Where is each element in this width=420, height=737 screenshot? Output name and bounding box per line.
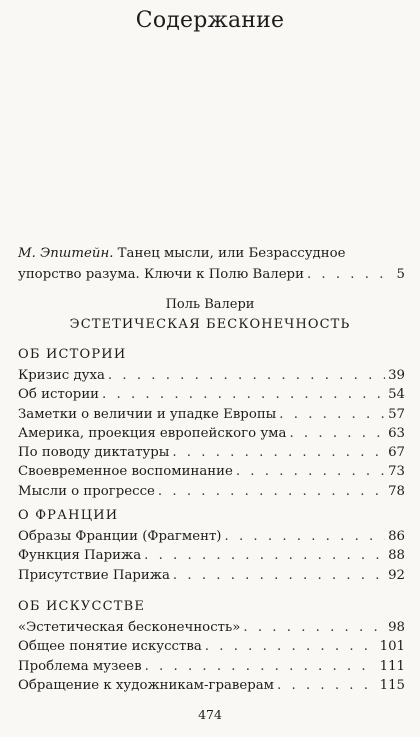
toc-entry [18,462,405,481]
entry-title: Общее понятие искусства [18,639,202,655]
intro-page-number: 5 [396,267,405,282]
entry-title: Образы Франции (Фрагмент) [18,529,222,544]
toc-entry [18,527,405,546]
entry-page: 78 [388,483,405,499]
entry-page: 39 [388,368,405,383]
section-heading: О ФРАНЦИИ [18,508,119,523]
intro-entry [18,243,405,285]
entry-title: Присутствие Парижа [18,567,170,583]
entry-page: 63 [388,425,405,441]
toc-entry [18,546,405,565]
entry-page: 88 [388,548,405,564]
page-number: 474 [198,707,222,722]
toc-entry [18,566,405,585]
intro-line-2 [18,264,405,285]
section-france [18,505,405,585]
toc-entry [18,637,405,656]
section-history [18,344,405,501]
entry-title: Заметки о величии и упадке Европы [18,406,277,422]
entry-page: 101 [379,639,405,655]
entry-title: «Эстетическая бесконечность» [18,620,241,635]
dot-leader [145,657,377,676]
block-title: ЭСТЕТИЧЕСКАЯ БЕСКОНЕЧНОСТЬ [69,317,351,332]
intro-line-1 [18,243,405,264]
toc-entry [18,618,405,637]
entry-title: Обращение к художникам-граверам [18,677,275,693]
dot-leader [225,527,386,546]
entry-title: По поводу диктатуры [18,445,170,461]
toc-entry [18,424,405,443]
section-heading: ОБ ИСКУССТВЕ [18,599,146,614]
intro-title-part-2: упорство разума. Ключи к Полю Валери [18,267,304,282]
toc-entry [18,482,405,501]
entry-page: 54 [388,387,405,403]
toc-entry [18,676,405,695]
dot-leader [236,462,385,481]
entry-title: Мысли о прогрессе [18,483,155,499]
dot-leader [108,366,385,385]
entry-title: Проблема музеев [18,658,142,674]
toc-entry [18,405,405,424]
entry-title: Кризис духа [18,368,105,383]
intro-title-part-1: Танец мысли, или Безрассудное [113,246,346,261]
dot-leader [205,637,377,656]
entry-page: 67 [388,445,405,461]
toc-entry [18,366,405,385]
dot-leader [289,424,385,443]
toc-entry [18,385,405,404]
dot-leader [144,546,385,565]
entry-page: 57 [388,406,405,422]
entry-page: 73 [388,464,405,480]
dot-leader [172,443,385,462]
entry-page: 86 [388,529,405,544]
entry-title: Своевременное воспоминание [18,464,233,480]
dot-leader [279,405,385,424]
dot-leader [102,385,385,404]
section-heading: ОБ ИСТОРИИ [18,347,127,362]
page-title: Содержание [135,8,285,33]
dot-leader [307,264,394,285]
entry-title: Функция Парижа [18,548,142,564]
entry-page: 115 [379,677,405,693]
toc-entry [18,657,405,676]
dot-leader [243,618,385,637]
dot-leader [158,482,385,501]
dot-leader [277,676,377,695]
toc-entry [18,443,405,462]
entry-page: 111 [379,658,405,674]
block-author: Поль Валери [165,297,255,312]
dot-leader [173,566,385,585]
entry-page: 98 [388,620,405,635]
section-art [18,596,405,695]
intro-author: М. Эпштейн. [18,246,114,261]
entry-page: 92 [388,567,405,583]
entry-title: Америка, проекция европейского ума [18,425,287,441]
entry-title: Об истории [18,387,100,403]
